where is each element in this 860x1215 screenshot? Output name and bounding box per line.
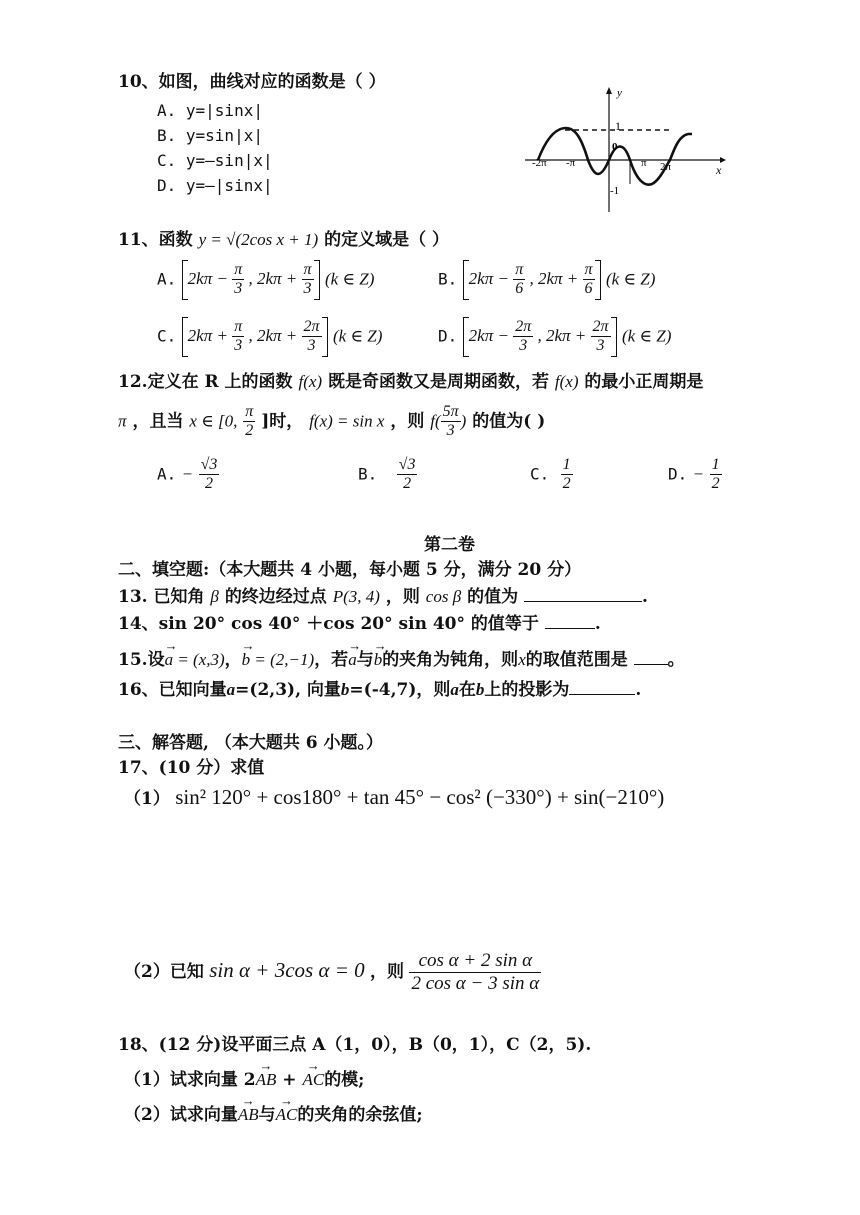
x-axis-label: x [716,163,722,177]
q12-text: 既是奇函数又是周期函数，若 [327,372,549,392]
vector-a: a [226,680,236,699]
one-label: 1 [615,119,621,133]
frac-den: 2 [245,422,254,440]
q11-stem-post: 的定义域是（ ） [324,230,450,250]
q16-text: =(2,3), 向量 [235,680,341,700]
q17-stem: 17、(10 分）求值 [118,758,265,778]
frac-den: 3 [234,280,243,298]
frac-num: √3 [397,456,418,475]
interval [463,317,617,357]
q18-text: （2）试求向量 [124,1105,238,1125]
frac-num: π [232,261,244,280]
q11-option-b [438,260,655,300]
q12-equation: f(x) = sin x [309,411,385,431]
frac-den: 2 [562,475,571,493]
q12-text: ]时， [261,411,304,432]
frac-num: 2π [513,318,533,337]
frac-num: 1 [561,456,573,475]
vector-b: → b [374,650,383,670]
q13 [118,587,648,607]
option-label: D. [668,464,688,484]
frac-den: 2 cos α − 3 sin α [411,972,540,994]
plus-sign: + [276,1070,303,1090]
vector-b: → b [242,650,251,670]
q15 [118,650,685,670]
q16-end: . [635,680,642,700]
y-axis-label: y [617,87,622,99]
q15-text: ， [224,650,242,670]
q10-option-d: D. y=—|sinx| [157,176,273,195]
q12-option-a [157,456,219,494]
answer-blank[interactable] [524,587,642,602]
q16-text: =(-4,7)，则 [349,680,451,700]
q13-text: 的终边经过点 [224,587,327,607]
part-label: （1） [124,789,170,809]
q17-condition: sin α + 3cos α = 0 [209,957,365,982]
var-x: x [518,650,526,669]
q12-option-b [358,456,417,494]
frac-den: 2 [204,475,213,493]
q12-text: ，则 [390,411,425,432]
q18-stem: 18、(12 分)设平面三点 A（1，0），B（0，1），C（2，5). [118,1035,592,1055]
q11-function: y = √(2cos x + 1) [198,230,319,249]
vector-ab: → AB [256,1070,277,1090]
origin-label: 0 [612,141,618,153]
interval-left: 2kπ − [187,268,228,288]
y-axis-arrow-icon [606,87,612,94]
vector-a: → a [348,650,357,670]
q17-part1 [124,785,664,810]
q11-option-c [157,317,382,357]
tick-neg-pi: -π [566,157,576,169]
q15-text: ，若 [314,650,349,670]
vector-ab: → AB [238,1105,259,1125]
interval-left: 2kπ − [468,268,509,288]
q13-text: 13. 已知角 [118,587,205,607]
frac-num: π [302,261,314,280]
section-3-heading: 三、解答题, （本大题共 6 小题。） [118,733,384,753]
k-in-z: (k ∈ Z) [621,326,672,346]
q12-text: 12.定义在 R 上的函数 [118,372,293,392]
q12-fx: f(x) [298,372,323,391]
q13-text: 的值为 [467,587,519,607]
q12-interval: x ∈ [0, [189,411,238,431]
frac-num: 5π [441,403,461,422]
frac-num: π [513,261,525,280]
q16-text: 上的投影为 [484,680,570,700]
option-label: B. [358,464,378,484]
q12-option-c [530,456,573,494]
k-in-z: (k ∈ Z) [332,326,383,346]
vector-a: → a [165,650,174,670]
cos-beta: cos β [425,587,462,606]
interval [182,260,320,300]
q17-part2 [124,950,541,995]
q12-f-close: ) [460,411,467,431]
answer-blank[interactable] [634,650,668,665]
tick-neg-2pi: -2π [532,157,547,169]
part-label: （2）已知 [124,961,204,982]
frac-den: 3 [303,280,312,298]
section-2-heading: 二、填空题:（本大题共 4 小题，每小题 5 分，满分 20 分） [118,560,582,580]
frac-num: π [232,318,244,337]
q14-text: 14、sin 20° cos 40° ＋cos 20° sin 40° 的值等于 [118,614,539,634]
q17-expression: sin² 120° + cos180° + tan 45° − cos² (−330°) + sin(−210°) [175,785,665,809]
vector-ac: → AC [276,1105,298,1125]
option-label: A. [157,269,177,289]
frac-num: 2π [591,318,611,337]
frac-num: 1 [710,456,722,475]
q10-stem: 10、如图，曲线对应的函数是（ ） [118,72,386,92]
q13-end: . [642,587,648,607]
interval-mid: , 2kπ + [537,325,587,345]
frac-den: 3 [307,337,316,355]
q12-text: 的值为( ) [472,411,546,432]
q17-text: ，则 [370,961,405,982]
sign: − [181,464,194,484]
curve-path [538,128,692,185]
k-in-z: (k ∈ Z) [324,269,375,289]
tick-2pi: 2π [660,161,672,173]
frac-num: π [243,403,255,422]
q12-text: 的最小正周期是 [584,372,704,392]
q10-option-c: C. y=—sin|x| [157,151,273,170]
frac-den: 3 [446,422,455,440]
interval-left: 2kπ + [187,325,228,345]
q16 [118,680,641,700]
q13-text: ，则 [385,587,420,607]
interval-mid: , 2kπ + [248,268,298,288]
q14-end: . [594,614,601,634]
interval-mid: , 2kπ + [248,325,298,345]
option-label: C. [530,464,550,484]
frac-den: 2 [403,475,412,493]
frac-den: 6 [584,280,593,298]
beta-symbol: β [210,587,219,606]
q16-text: 16、已知向量 [118,680,227,700]
q11-stem [118,230,449,250]
frac-den: 6 [515,280,524,298]
interval [463,260,601,300]
vector-a: a [450,680,459,699]
interval-left: 2kπ − [468,325,509,345]
vector-b-value: = (2,−1) [250,650,315,669]
vector-b: b [475,680,485,699]
interval-mid: , 2kπ + [529,268,579,288]
q18-text: 与 [258,1105,276,1125]
answer-blank[interactable] [569,680,635,695]
section-2-title: 第二卷 [424,535,475,555]
q18-text: 的夹角的余弦值; [297,1105,423,1125]
q12-option-d [668,456,722,494]
frac-num: 2π [302,318,322,337]
sign: − [692,464,705,484]
q18-part1 [124,1070,364,1090]
neg-one-label: -1 [610,185,620,197]
interval [182,317,328,357]
point-p: P(3, 4) [332,587,380,606]
k-in-z: (k ∈ Z) [605,269,656,289]
q12-fx: f(x) [554,372,579,391]
vector-ac: → AC [302,1070,324,1090]
frac-num: π [583,261,595,280]
q12-line1 [118,372,703,392]
option-label: B. [438,269,458,289]
q11-option-d [438,317,671,357]
frac-num: √3 [199,456,220,475]
q11-stem-pre: 11、函数 [118,230,193,250]
option-label: C. [157,326,177,346]
frac-den: 3 [596,337,605,355]
frac-den: 3 [519,337,528,355]
q10-graph-figure [520,84,730,214]
q18-text: 的模; [324,1070,365,1090]
frac-den: 3 [234,337,243,355]
vector-a-value: = (x,3) [173,650,225,669]
q12-f: f( [430,411,441,431]
q15-text: 与 [356,650,374,670]
tick-pi: π [641,157,647,169]
q10-option-b: B. y=sin|x| [157,126,263,145]
option-label: D. [438,326,458,346]
frac-num: cos α + 2 sin α [409,950,541,973]
q18-text: （1）试求向量 2 [124,1070,256,1090]
q11-option-a [157,260,374,300]
q12-line2 [118,403,545,441]
q15-text: 15.设 [118,650,165,670]
q15-text: 的取值范围是 [525,650,628,670]
q16-text: 在 [458,680,476,700]
q10-option-a: A. y=|sinx| [157,101,263,120]
frac-den: 2 [711,475,720,493]
q14 [118,614,601,634]
q15-end: 。 [667,650,685,670]
q18-part2 [124,1105,423,1125]
pi-symbol: π [118,411,127,431]
vector-b: b [340,680,350,699]
answer-blank[interactable] [545,614,595,629]
q15-text: 的夹角为钝角，则 [382,650,519,670]
q12-text: ，且当 [132,411,184,432]
option-label: A. [157,464,177,484]
